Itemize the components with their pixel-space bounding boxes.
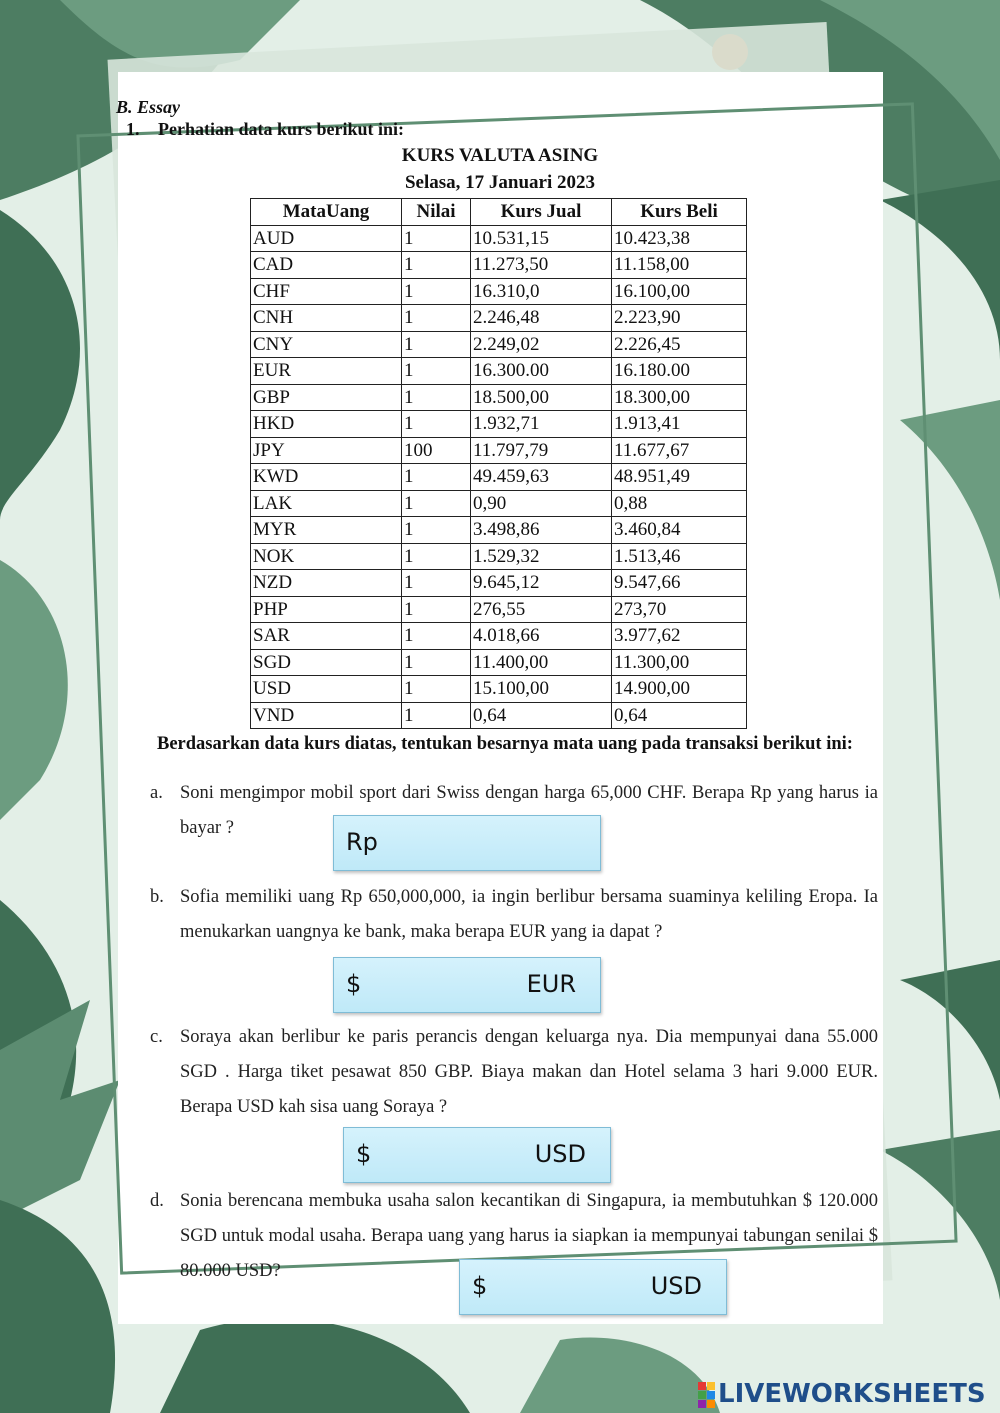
cell-sell-rate: 11.400,00 — [471, 649, 612, 676]
cell-currency: NOK — [251, 543, 402, 570]
cell-buy-rate: 48.951,49 — [612, 464, 747, 491]
header-sell-rate: Kurs Jual — [471, 199, 612, 226]
section-title: B. Essay — [116, 97, 181, 117]
cell-sell-rate: 1.932,71 — [471, 411, 612, 438]
cell-buy-rate: 18.300,00 — [612, 384, 747, 411]
answer-box-d[interactable] — [459, 1259, 727, 1315]
cell-sell-rate: 3.498,86 — [471, 517, 612, 544]
cell-buy-rate: 273,70 — [612, 596, 747, 623]
cell-value: 1 — [402, 411, 471, 438]
table-row — [251, 358, 747, 385]
cell-sell-rate: 0,64 — [471, 702, 612, 729]
question-intro — [126, 119, 404, 140]
liveworksheets-logo-icon — [698, 1382, 716, 1408]
item-letter: b. — [150, 887, 164, 907]
item-text: Sonia berencana membuka usaha salon kecantikan di Singapura, ia membutuhkan $ 120.000 SGD untuk modal usaha. Berapa uang yang harus ia siapkan ia mempunyai tabungan senilai $ 80.000 USD? — [180, 1191, 878, 1281]
cell-currency: LAK — [251, 490, 402, 517]
cell-currency: CHF — [251, 278, 402, 305]
cell-buy-rate: 11.677,67 — [612, 437, 747, 464]
question-item-b — [150, 880, 878, 950]
cell-value: 1 — [402, 702, 471, 729]
table-date: Selasa, 17 Januari 2023 — [404, 172, 596, 193]
answer-box-a[interactable] — [333, 815, 601, 871]
table-row — [251, 384, 747, 411]
logo-text: LIVEWORKSHEETS — [718, 1379, 986, 1409]
cell-sell-rate: 1.529,32 — [471, 543, 612, 570]
cell-sell-rate: 276,55 — [471, 596, 612, 623]
cell-buy-rate: 0,88 — [612, 490, 747, 517]
answer-suffix: EUR — [526, 970, 576, 998]
cell-value: 1 — [402, 305, 471, 332]
cell-buy-rate: 16.180.00 — [612, 358, 747, 385]
answer-box-c[interactable] — [343, 1127, 611, 1183]
cell-value: 1 — [402, 331, 471, 358]
table-body — [251, 225, 747, 729]
cell-currency: NZD — [251, 570, 402, 597]
item-text: Soni mengimpor mobil sport dari Swiss dengan harga 65,000 CHF. Berapa Rp yang harus ia bayar ? — [180, 783, 878, 838]
cell-value: 1 — [402, 596, 471, 623]
answer-prefix: $ — [356, 1140, 372, 1168]
question-item-c — [150, 1020, 878, 1125]
question-number: 1. — [126, 119, 140, 139]
table-row — [251, 649, 747, 676]
answer-suffix: USD — [534, 1140, 586, 1168]
answer-prefix: $ — [472, 1272, 488, 1300]
table-row — [251, 517, 747, 544]
cell-value: 1 — [402, 570, 471, 597]
cell-sell-rate: 11.273,50 — [471, 252, 612, 279]
table-row — [251, 305, 747, 332]
cell-currency: USD — [251, 676, 402, 703]
cell-value: 100 — [402, 437, 471, 464]
table-row — [251, 490, 747, 517]
cell-currency: EUR — [251, 358, 402, 385]
cell-sell-rate: 15.100,00 — [471, 676, 612, 703]
table-header-row — [251, 199, 747, 226]
cell-buy-rate: 11.300,00 — [612, 649, 747, 676]
cell-value: 1 — [402, 464, 471, 491]
cell-currency: KWD — [251, 464, 402, 491]
cell-value: 1 — [402, 623, 471, 650]
item-letter: d. — [150, 1191, 164, 1211]
table-row — [251, 596, 747, 623]
cell-buy-rate: 16.100,00 — [612, 278, 747, 305]
cell-sell-rate: 4.018,66 — [471, 623, 612, 650]
answer-prefix: $ — [346, 970, 362, 998]
cell-value: 1 — [402, 384, 471, 411]
cell-buy-rate: 10.423,38 — [612, 225, 747, 252]
cell-value: 1 — [402, 490, 471, 517]
cell-sell-rate: 10.531,15 — [471, 225, 612, 252]
liveworksheets-logo — [698, 1379, 986, 1409]
cell-sell-rate: 16.310,0 — [471, 278, 612, 305]
table-row — [251, 225, 747, 252]
header-value: Nilai — [402, 199, 471, 226]
table-row — [251, 411, 747, 438]
cell-sell-rate: 9.645,12 — [471, 570, 612, 597]
cell-buy-rate: 14.900,00 — [612, 676, 747, 703]
cell-value: 1 — [402, 278, 471, 305]
cell-currency: CNY — [251, 331, 402, 358]
item-text: Soraya akan berlibur ke paris perancis dengan keluarga nya. Dia mempunyai dana 55.000 SGD . Harga tiket pesawat 850 GBP. Biaya makan dan Hotel selama 3 hari 9.000 EUR. Berapa USD kah sisa uang Soraya ? — [180, 1027, 878, 1117]
cell-currency: VND — [251, 702, 402, 729]
cell-currency: GBP — [251, 384, 402, 411]
cell-value: 1 — [402, 252, 471, 279]
cell-sell-rate: 11.797,79 — [471, 437, 612, 464]
cell-sell-rate: 49.459,63 — [471, 464, 612, 491]
cell-buy-rate: 9.547,66 — [612, 570, 747, 597]
item-letter: a. — [150, 783, 163, 803]
table-row — [251, 623, 747, 650]
cell-value: 1 — [402, 517, 471, 544]
table-row — [251, 464, 747, 491]
cell-currency: CAD — [251, 252, 402, 279]
cell-buy-rate: 1.913,41 — [612, 411, 747, 438]
cell-buy-rate: 2.223,90 — [612, 305, 747, 332]
cell-currency: CNH — [251, 305, 402, 332]
header-currency: MataUang — [251, 199, 402, 226]
answer-box-b[interactable] — [333, 957, 601, 1013]
cell-sell-rate: 18.500,00 — [471, 384, 612, 411]
cell-buy-rate: 2.226,45 — [612, 331, 747, 358]
table-row — [251, 543, 747, 570]
instruction-text: Berdasarkan data kurs diatas, tentukan besarnya mata uang pada transaksi berikut ini: — [157, 734, 853, 754]
cell-value: 1 — [402, 543, 471, 570]
cell-sell-rate: 2.249,02 — [471, 331, 612, 358]
exchange-rate-table — [250, 198, 747, 729]
table-row — [251, 676, 747, 703]
item-text: Sofia memiliki uang Rp 650,000,000, ia ingin berlibur bersama suaminya keliling Eropa. Ia menukarkan uangnya ke bank, maka berapa EUR yang ia dapat ? — [180, 887, 878, 942]
cell-currency: MYR — [251, 517, 402, 544]
answer-prefix: Rp — [346, 828, 378, 856]
cell-currency: PHP — [251, 596, 402, 623]
cell-value: 1 — [402, 676, 471, 703]
item-letter: c. — [150, 1027, 163, 1047]
cell-buy-rate: 0,64 — [612, 702, 747, 729]
cell-buy-rate: 3.977,62 — [612, 623, 747, 650]
table-row — [251, 252, 747, 279]
cell-value: 1 — [402, 225, 471, 252]
table-row — [251, 570, 747, 597]
header-buy-rate: Kurs Beli — [612, 199, 747, 226]
table-title: KURS VALUTA ASING — [401, 145, 599, 166]
cell-currency: AUD — [251, 225, 402, 252]
cell-buy-rate: 3.460,84 — [612, 517, 747, 544]
cell-currency: HKD — [251, 411, 402, 438]
cell-currency: SGD — [251, 649, 402, 676]
table-row — [251, 331, 747, 358]
cell-currency: SAR — [251, 623, 402, 650]
cell-value: 1 — [402, 649, 471, 676]
table-row — [251, 437, 747, 464]
cell-value: 1 — [402, 358, 471, 385]
question-intro-text: Perhatian data kurs berikut ini: — [158, 119, 405, 139]
cell-buy-rate: 11.158,00 — [612, 252, 747, 279]
cell-sell-rate: 16.300.00 — [471, 358, 612, 385]
table-row — [251, 278, 747, 305]
cell-sell-rate: 0,90 — [471, 490, 612, 517]
cell-sell-rate: 2.246,48 — [471, 305, 612, 332]
answer-suffix: USD — [650, 1272, 702, 1300]
cell-buy-rate: 1.513,46 — [612, 543, 747, 570]
cell-currency: JPY — [251, 437, 402, 464]
table-row — [251, 702, 747, 729]
